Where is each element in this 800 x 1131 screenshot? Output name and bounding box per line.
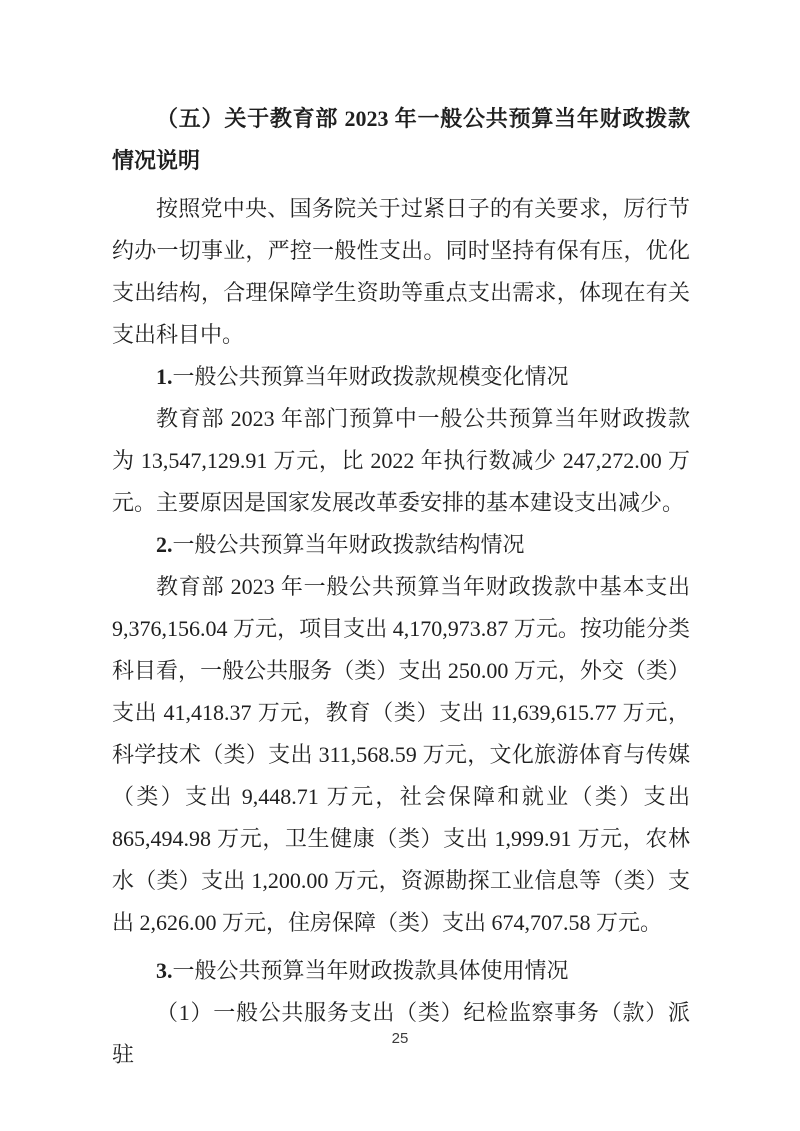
section-heading: （五）关于教育部 2023 年一般公共预算当年财政拨款情况说明 [112, 106, 690, 173]
document-body [112, 98, 690, 1076]
subheading-3-title: 一般公共预算当年财政拨款具体使用情况 [172, 958, 569, 983]
subheading-1 [112, 356, 690, 398]
intro-paragraph: 按照党中央、国务院关于过紧日子的有关要求，厉行节约办一切事业，严控一般性支出。同时坚持有保有压，优化支出结构，合理保障学生资助等重点支出需求，体现在有关支出科目中。 [112, 196, 690, 347]
section-1 [112, 356, 690, 524]
section-2-paragraph: 教育部 2023 年一般公共预算当年财政拨款中基本支出 9,376,156.04 万元，项目支出 4,170,973.87 万元。按功能分类科目看，一般公共服务（类）支出 250.00 万元，外交（类）支出 41,418.37 万元，教育（类）支出 11,639,615.77 万元，科学技术（类）支出 311,568.59 万元，文化旅游体育与传媒（类）支出 9,448.71 万元，社会保障和就业（类）支出 865,494.98 万元，卫生健康（类）支出 1,999.91 万元，农林水（类）支出 1,200.00 万元，资源勘探工业信息等（类）支出 2,626.00 万元，住房保障（类）支出 674,707.58 万元。 [112, 574, 690, 935]
section-3-paragraph: （1）一般公共服务支出（类）纪检监察事务（款）派驻 [112, 1000, 690, 1067]
section-3 [112, 950, 690, 1076]
section-2 [112, 524, 690, 944]
subheading-2-number: 2. [156, 532, 173, 557]
section-1-paragraph: 教育部 2023 年部门预算中一般公共预算当年财政拨款为 13,547,129.91 万元，比 2022 年执行数减少 247,272.00 万元。主要原因是国家发展改革委安排的基本建设支出减少。 [112, 406, 690, 515]
page-number: 25 [391, 1030, 409, 1047]
subheading-1-title: 一般公共预算当年财政拨款规模变化情况 [172, 364, 569, 389]
subheading-2-title: 一般公共预算当年财政拨款结构情况 [172, 532, 525, 557]
subheading-3 [112, 950, 690, 992]
subheading-3-number: 3. [156, 958, 173, 983]
subheading-1-number: 1. [156, 364, 173, 389]
subheading-2 [112, 524, 690, 566]
